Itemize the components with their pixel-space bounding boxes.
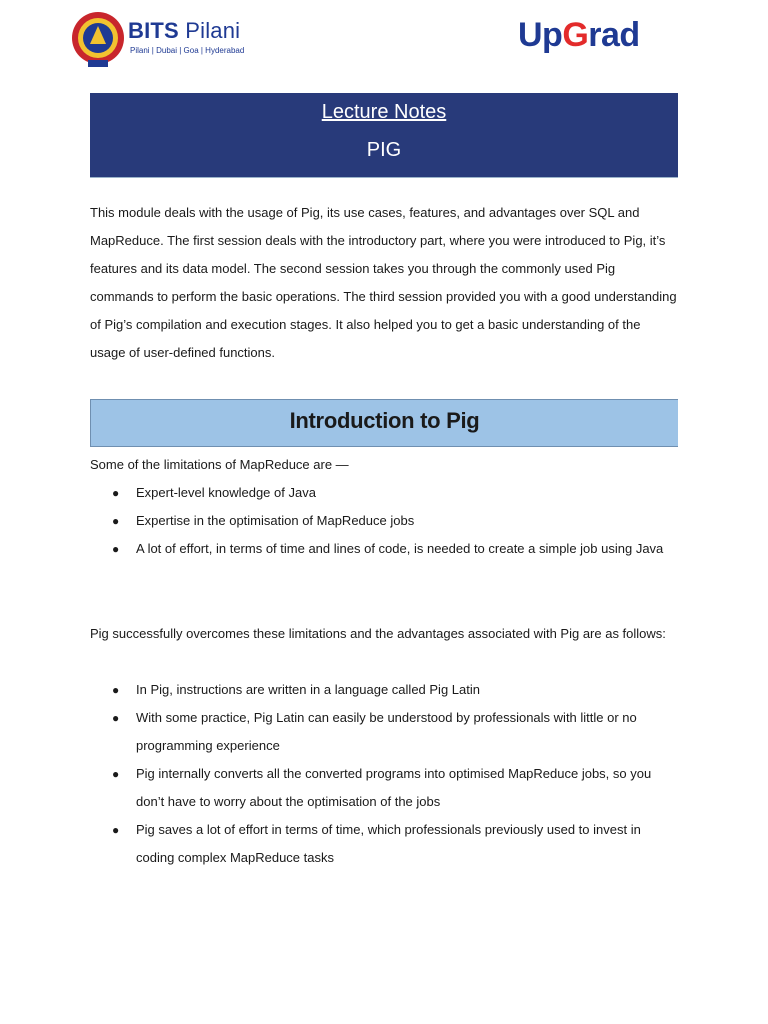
bullet-icon: ● (112, 823, 120, 837)
bullet-icon: ● (112, 683, 120, 697)
bullet-icon: ● (112, 486, 120, 500)
list-item: ● With some practice, Pig Latin can easily be understood by professionals with little or no programming experience (90, 704, 678, 760)
list-item: ● A lot of effort, in terms of time and lines of code, is needed to create a simple job using Java (90, 535, 678, 563)
section-title: Introduction to Pig (289, 408, 480, 433)
advantages-list (90, 676, 678, 872)
advantages-lead: Pig successfully overcomes these limitations and the advantages associated with Pig are as follows: (90, 626, 666, 641)
title-topic: PIG (366, 139, 402, 161)
title-lecture-notes: Lecture Notes (321, 101, 447, 123)
list-item: ● Pig saves a lot of effort in terms of time, which professionals previously used to invest in coding complex MapReduce tasks (90, 816, 678, 872)
bits-campuses: Pilani | Dubai | Goa | Hyderabad (130, 46, 245, 55)
bits-pilani-logo (70, 10, 250, 68)
bullet-icon: ● (112, 711, 120, 725)
bits-pilani-wordmark: BITS Pilani (128, 18, 241, 43)
page-header (0, 0, 768, 80)
list-item: ● Expertise in the optimisation of MapReduce jobs (90, 507, 678, 535)
list-item: ● Expert-level knowledge of Java (90, 479, 678, 507)
title-banner (90, 93, 678, 178)
bullet-icon: ● (112, 767, 120, 781)
bits-seal-icon (70, 10, 126, 68)
bullet-icon: ● (112, 514, 120, 528)
intro-paragraph: This module deals with the usage of Pig, its use cases, features, and advantages over SQL and MapReduce. The first session deals with the introductory part, where you were introduced to Pig, it’s features and its data model. The second session takes you through the commonly used Pig commands to perform the basic operations. The third session provided you with a good understanding of Pig’s compilation and execution stages. It also helped you to get a basic understanding of the usage of user-defined functions. (90, 205, 677, 360)
bullet-icon: ● (112, 542, 120, 556)
section-banner (90, 399, 678, 447)
upgrad-logo: UpGrad (518, 16, 640, 54)
limitations-list (90, 479, 678, 563)
limitations-lead: Some of the limitations of MapReduce are — (90, 457, 349, 472)
list-item: ● In Pig, instructions are written in a language called Pig Latin (90, 676, 678, 704)
list-item: ● Pig internally converts all the converted programs into optimised MapReduce jobs, so you don’t have to worry about the optimisation of the jobs (90, 760, 678, 816)
